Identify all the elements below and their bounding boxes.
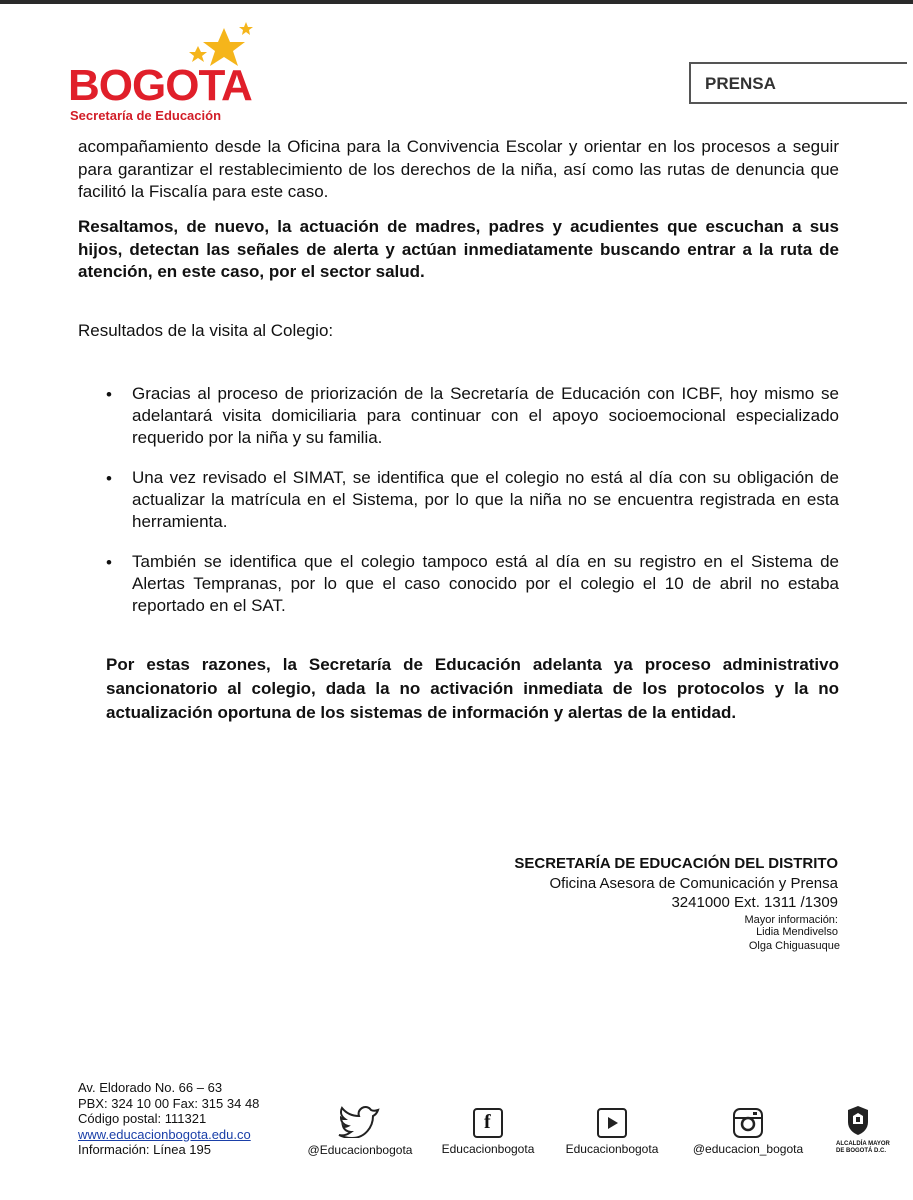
social-label: @Educacionbogota [307, 1143, 413, 1157]
logo-wordmark: BOGOTA [68, 61, 252, 110]
conclusion-paragraph: Por estas razones, la Secretaría de Educación adelanta ya proceso administrativo sancionatorio al colegio, dada la no activación inmediata de los protocolos y la no actualización oportuna de los sistemas de información y alertas de la entidad. [106, 655, 839, 722]
twitter-bird-icon [338, 1104, 382, 1138]
footer-pbx-fax: PBX: 324 10 00 Fax: 315 34 48 [78, 1095, 260, 1111]
prensa-label: PRENSA [705, 74, 776, 93]
footer-info-line: Información: Línea 195 [78, 1142, 211, 1157]
logo-subtitle: Secretaría de Educación [70, 108, 222, 123]
more-info-label: Mayor información: [744, 914, 838, 926]
signature-office: Oficina Asesora de Comunicación y Prensa [549, 875, 838, 892]
crest-label: ALCALDÍA MAYOR [836, 1141, 890, 1147]
social-label: @educacion_bogota [692, 1142, 804, 1156]
instagram-icon [733, 1108, 763, 1138]
bullet-dot: • [106, 469, 112, 488]
alcaldia-crest [836, 1104, 890, 1158]
social-label: Educacionbogota [565, 1142, 659, 1156]
youtube-play-icon [597, 1108, 627, 1138]
bogota-logo [66, 22, 256, 128]
footer-address-block [78, 1080, 259, 1158]
bullet-dot: • [106, 553, 112, 572]
highlight-paragraph: Resaltamos, de nuevo, la actuación de madres, padres y acudientes que escuchan a sus hijos, detectan las señales de alerta y actúan inmediatamente buscando entrar a la ruta de atención, en este caso, por el sector salud. [78, 217, 839, 281]
results-heading: Resultados de la visita al Colegio: [78, 321, 334, 340]
social-twitter[interactable] [306, 1104, 414, 1157]
bullet-dot: • [106, 385, 112, 404]
footer-postal-code: Código postal: 111321 [78, 1111, 207, 1126]
crest-label: DE BOGOTÁ D.C. [836, 1148, 887, 1154]
bullet-item: Una vez revisado el SIMAT, se identifica que el colegio no está al día con su obligación de actualizar la matrícula en el Sistema, por lo que la niña no se encuentra registrada en esta herramienta. [132, 468, 839, 531]
facebook-icon: f [473, 1108, 503, 1138]
coat-of-arms-icon [845, 1104, 871, 1136]
social-facebook[interactable] [438, 1108, 538, 1156]
intro-paragraph: acompañamiento desde la Oficina para la Convivencia Escolar y orientar en los procesos a seguir para garantizar el restablecimiento de los derechos de la niña, así como las rutas de denuncia que facilitó la Fiscalía para este caso. [78, 137, 839, 201]
bullet-item: Gracias al proceso de priorización de la Secretaría de Educación con ICBF, hoy mismo se adelantará visita domiciliaria para continuar con el apoyo socioemocional especializado requerido por la niña y su familia. [132, 384, 839, 447]
prensa-label-box [689, 62, 907, 104]
footer-website-link[interactable]: www.educacionbogota.edu.co [78, 1126, 251, 1142]
contact-name: Lidia Mendivelso [756, 926, 838, 938]
social-label: Educacionbogota [441, 1142, 535, 1156]
contact-name: Olga Chiguasuque [748, 940, 840, 952]
bullet-item: También se identifica que el colegio tampoco está al día en su registro en el Sistema de Alertas Tempranas, por lo que el caso conocido por el colegio el 10 de abril no estaba reportado en el SAT. [132, 552, 839, 615]
signature-entity: SECRETARÍA DE EDUCACIÓN DEL DISTRITO [514, 855, 838, 872]
signature-phone: 3241000 Ext. 1311 /1309 [671, 894, 838, 911]
social-youtube[interactable] [562, 1108, 662, 1156]
footer-address: Av. Eldorado No. 66 – 63 [78, 1080, 223, 1095]
social-instagram[interactable] [690, 1108, 806, 1156]
top-border [0, 0, 913, 4]
